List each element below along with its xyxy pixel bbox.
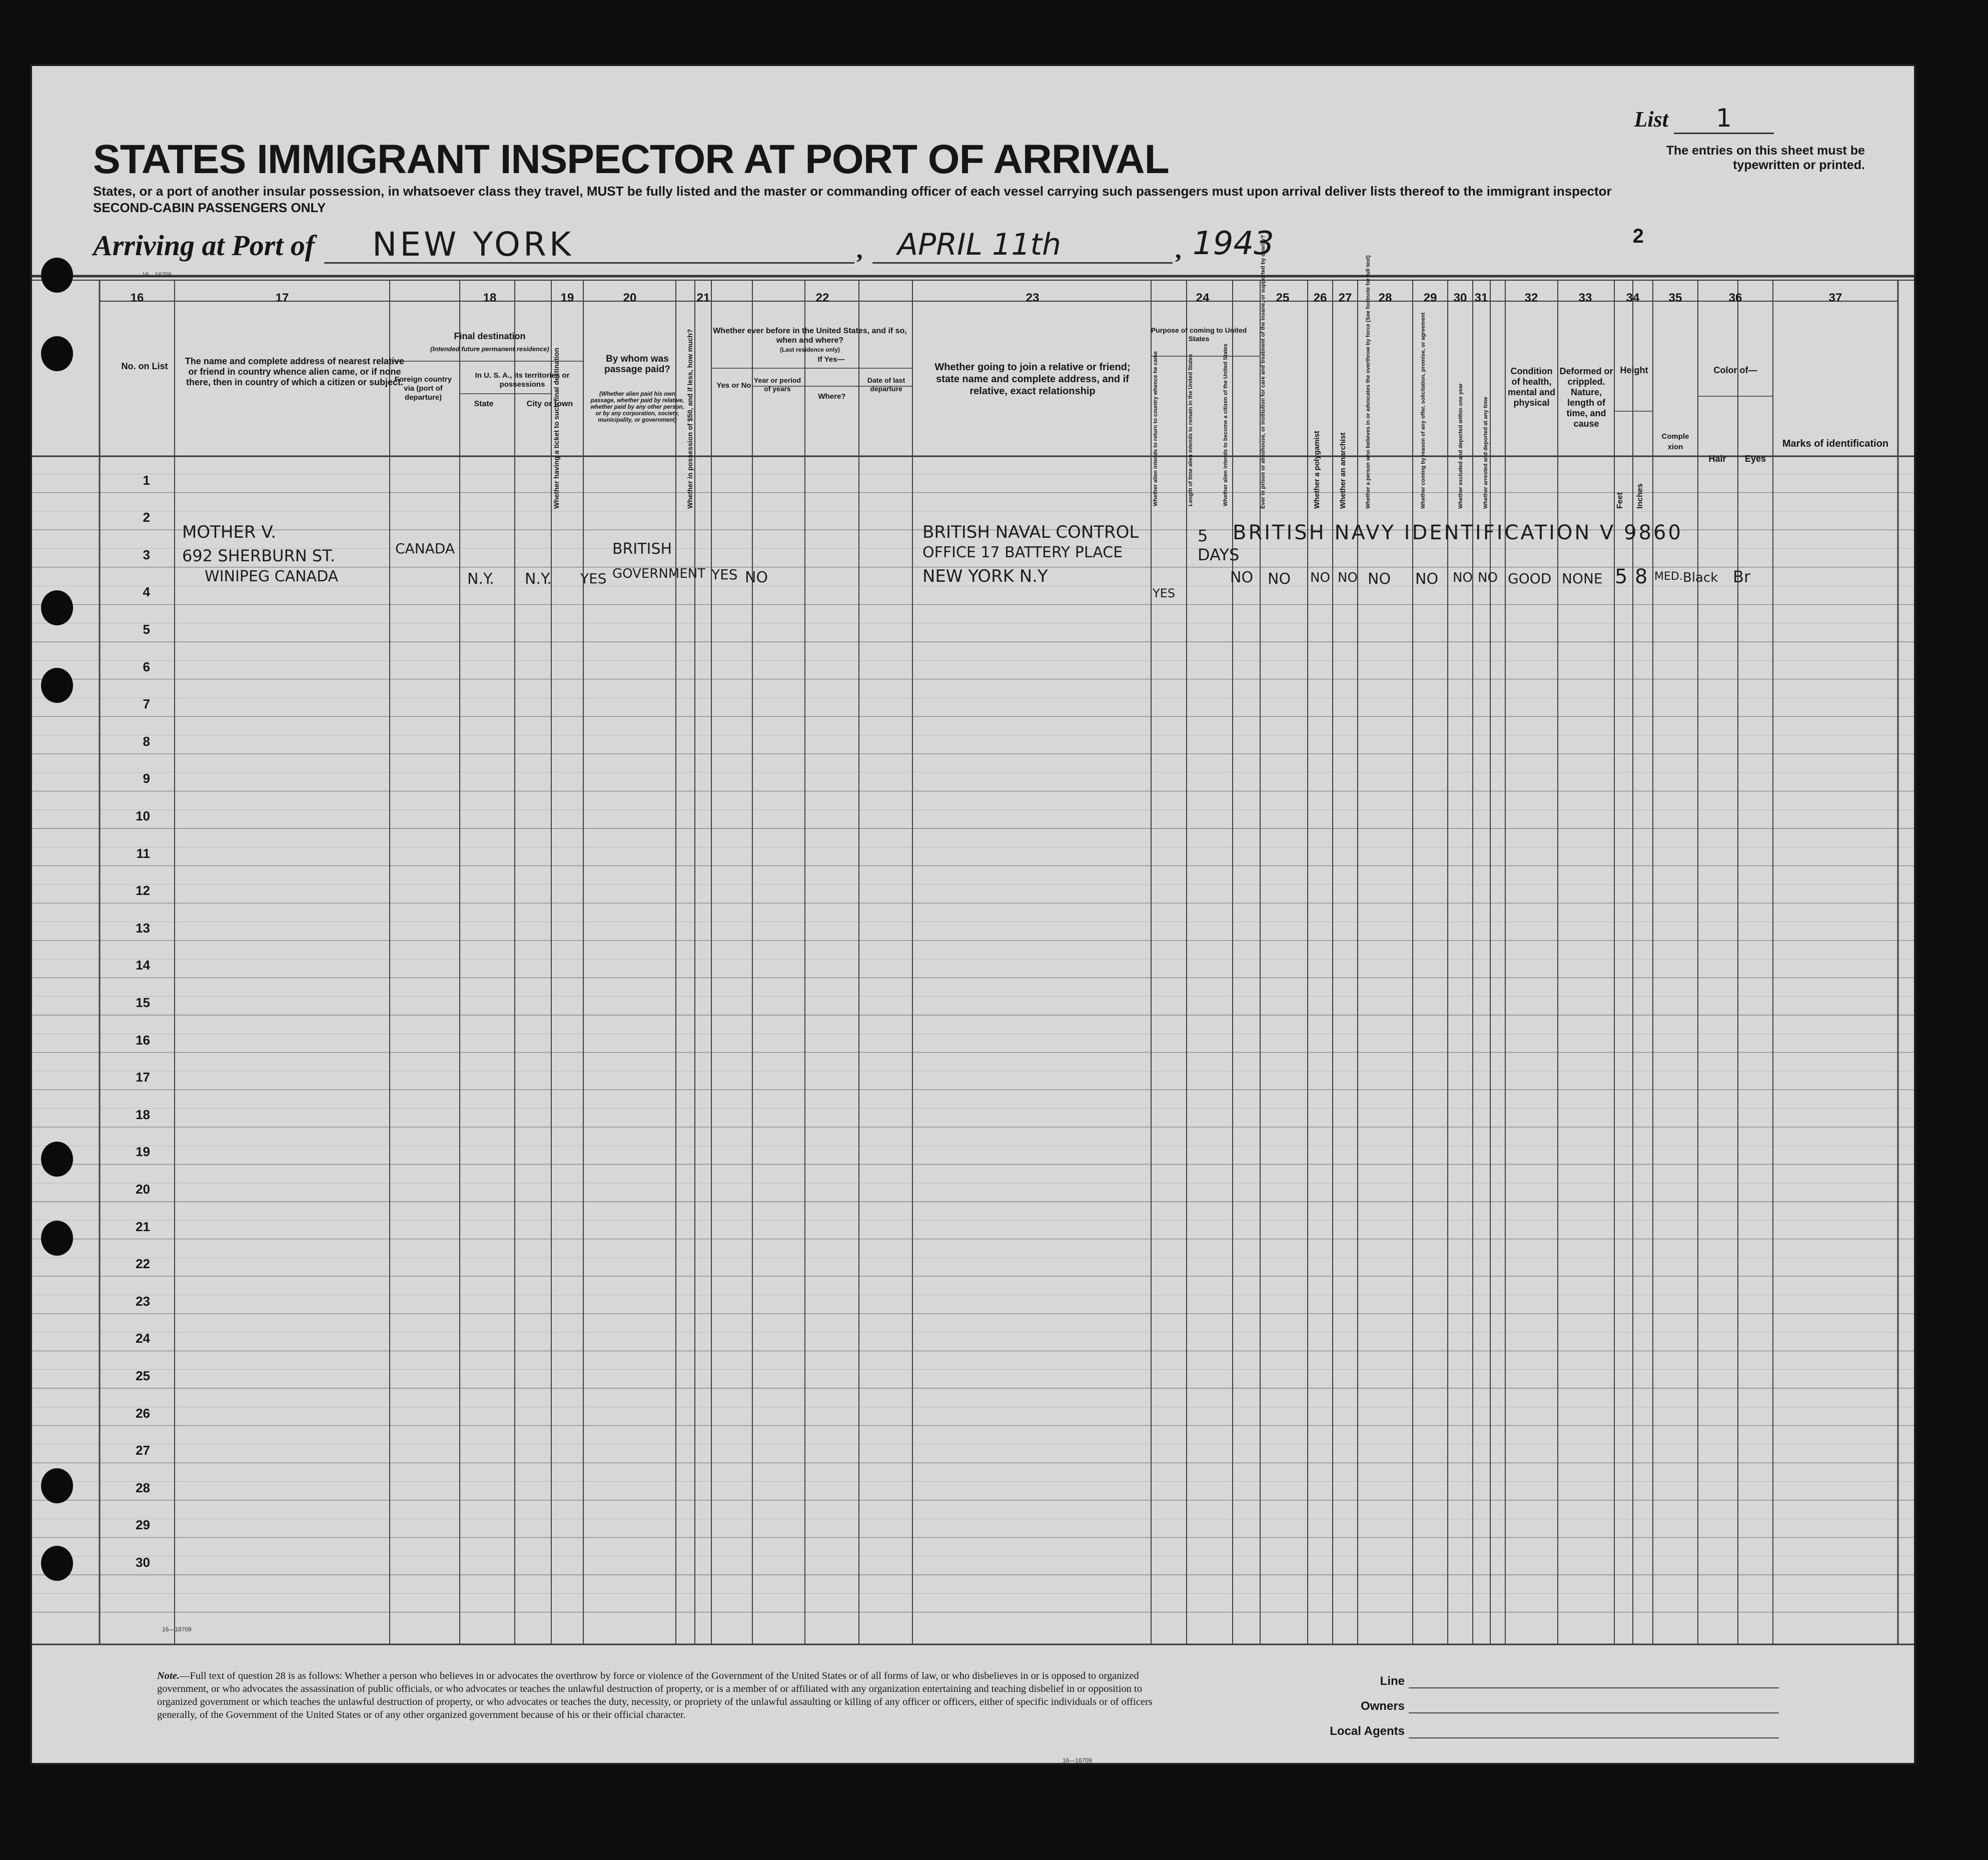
- header-deformed: Deformed or crippled. Nature, length of time, and cause: [1559, 366, 1613, 429]
- column-number: 35: [1668, 291, 1682, 305]
- row-number: 13: [136, 920, 150, 936]
- column-number: 22: [815, 291, 829, 305]
- form-code-footnote: 16—18709: [1063, 1757, 1092, 1764]
- header-last-departure: Date of last departure: [867, 376, 905, 393]
- header-final-destination: Final destination: [454, 331, 526, 341]
- row-number: 16: [136, 1032, 150, 1048]
- row-number: 20: [136, 1182, 150, 1197]
- header-citizen: Whether alien intends to become a citizen of the United States: [1223, 343, 1229, 506]
- entry-passage-line2: GOVERNMENT: [612, 566, 706, 581]
- row-number: 22: [136, 1256, 150, 1272]
- entry-health: GOOD: [1508, 570, 1552, 587]
- binder-hole: [41, 1142, 73, 1177]
- form-code-top: 16—18709: [142, 271, 172, 278]
- entry-foreign-country: CANADA: [395, 540, 455, 557]
- entry-hair: Black: [1683, 570, 1718, 585]
- entry-city: N.Y.: [525, 570, 552, 588]
- header-money: Whether in possession of $50, and if less, how much?: [686, 329, 694, 509]
- entry-anarchist: NO: [1338, 570, 1358, 585]
- header-if-yes: If Yes—: [817, 355, 845, 364]
- column-number: 31: [1474, 291, 1488, 305]
- entry-deformed: NONE: [1562, 570, 1603, 587]
- header-relative: The name and complete address of nearest relative or friend in country whence alien came, or if none there, then in country of which a citizen or subject.: [185, 356, 405, 387]
- binder-hole: [41, 590, 73, 625]
- entry-excluded: NO: [1453, 570, 1473, 585]
- entry-arrested: NO: [1478, 570, 1498, 585]
- footer-owners: [1361, 1699, 1779, 1713]
- arriving-label: Arriving at Port of: [93, 229, 315, 262]
- header-before-in-us: Whether ever before in the United States, and if so, when and where?: [713, 327, 907, 345]
- comma: ,: [856, 236, 863, 264]
- column-number: 34: [1626, 291, 1640, 305]
- row-number: 14: [136, 958, 150, 973]
- sheet-number: 2: [1632, 225, 1644, 247]
- header-height: Height: [1620, 365, 1648, 375]
- row-number: 8: [143, 733, 150, 749]
- header-marks: Marks of identification: [1782, 438, 1889, 449]
- header-excluded: Whether excluded and deported within one year: [1458, 383, 1464, 509]
- row-number: 5: [143, 622, 150, 637]
- row-number: 26: [136, 1405, 150, 1421]
- column-number: 16: [130, 291, 144, 305]
- entry-overwrite-identification: BRITISH NAVY IDENTIFICATION V 9860: [1233, 521, 1683, 544]
- footer-agents: [1330, 1724, 1779, 1738]
- row-number: 21: [136, 1219, 150, 1234]
- row-number: 12: [136, 883, 150, 898]
- row-number: 18: [136, 1107, 150, 1122]
- footnote-lead: Note.: [157, 1670, 180, 1681]
- column-number: 36: [1728, 291, 1742, 305]
- entry-money: YES: [711, 566, 738, 583]
- header-final-destination-sub: (Intended future permanent residence): [430, 345, 549, 353]
- header-complexion: Complexion: [1661, 432, 1689, 451]
- binder-hole: [41, 1468, 73, 1503]
- entry-state: N.Y.: [467, 570, 494, 588]
- column-number: 30: [1453, 291, 1467, 305]
- column-number: 18: [483, 291, 497, 305]
- binder-hole: [41, 668, 73, 703]
- list-number: 1: [1716, 104, 1732, 133]
- header-offer: Whether coming by reason of any offer, solicitation, promise, or agreement: [1420, 312, 1426, 509]
- column-number: 20: [623, 291, 637, 305]
- header-hair: Hair: [1708, 454, 1726, 464]
- header-return: Whether alien intends to return to country whence he came: [1153, 351, 1159, 506]
- entry-eyes: Br: [1733, 567, 1751, 586]
- header-anarchist: Whether an anarchist: [1339, 432, 1347, 509]
- column-number: 27: [1338, 291, 1352, 305]
- footnote-text: —Full text of question 28 is as follows: Whether a person who believes in or advocates the overthrow by force or violence of the Government of the United States or of all forms of law, or who disbelieves in or is opposed to organized government, or who advocates the assassination of public officials, or who advocates or teaches the unlawful destruction of property, or is a member of or affiliated with any organization entertaining and teaching disbelief in or opposition to organized government or which teaches the unlawful destruction of property, or who advocates or teaches the duty, necessity, or propriety of the unlawful assaulting or killing of any officer or officers, either of specific individuals or of officers generally, of the Government of the United States or of any other organized government because of his or their official character.: [157, 1670, 1153, 1720]
- row-number: 24: [136, 1331, 150, 1346]
- footer-line: [1380, 1674, 1779, 1688]
- entry-polygamist: NO: [1310, 570, 1330, 585]
- header-overthrow: Whether a person who believes in or advocates the overthrow by force (See footnote for full text): [1365, 255, 1371, 509]
- instruction-text: States, or a port of another insular possession, in whatsoever class they travel, MUST be fully listed and the master or commanding officer of each vessel carrying such passengers must upon arrival deliver lists thereof to the immigrant inspector: [93, 184, 1612, 199]
- binder-hole: [41, 258, 73, 293]
- column-number: 17: [275, 291, 289, 305]
- row-number: 4: [143, 584, 150, 600]
- year-value: 1943: [1193, 225, 1274, 262]
- header-state: State: [474, 400, 494, 408]
- header-health: Condition of health, mental and physical: [1507, 366, 1556, 408]
- binder-hole: [41, 1221, 73, 1256]
- entry-relative-line2: 692 SHERBURN ST.: [182, 546, 336, 565]
- header-before-in-us-sub: (Last residence only): [779, 346, 840, 353]
- list-label: List: [1634, 107, 1668, 132]
- header-polygamist: Whether a polygamist: [1313, 431, 1321, 509]
- entry-passage-line1: BRITISH: [612, 540, 672, 558]
- row-number: 25: [136, 1368, 150, 1383]
- manifest-sheet: [30, 64, 1916, 1765]
- column-number: 21: [696, 291, 710, 305]
- entry-ticket: YES: [580, 570, 607, 587]
- header-in-usa: In U. S. A., its territories or possessions: [475, 371, 570, 389]
- entry-offer: NO: [1415, 570, 1439, 588]
- row-number: 27: [136, 1443, 150, 1458]
- entry-join-line3: NEW YORK N.Y: [922, 566, 1048, 586]
- class-line: SECOND-CABIN PASSENGERS ONLY: [93, 200, 326, 215]
- row-number: 11: [136, 845, 150, 861]
- header-inches: Inches: [1636, 483, 1644, 509]
- header-where: Where?: [818, 392, 846, 401]
- header-join-relative: Whether going to join a relative or friend; state name and complete address, and if relative, exact relationship: [934, 362, 1131, 397]
- column-number: 32: [1524, 291, 1538, 305]
- entry-prison: NO: [1268, 570, 1291, 588]
- footer-agents-label: Local Agents: [1330, 1724, 1405, 1738]
- entry-relative-line1: MOTHER V.: [182, 522, 277, 542]
- comma-2: ,: [1175, 236, 1182, 264]
- entry-citizen: NO: [1230, 569, 1254, 586]
- row-number: 2: [143, 510, 150, 525]
- row-number: 17: [136, 1070, 150, 1085]
- binder-hole: [41, 336, 73, 371]
- row-number: 3: [143, 547, 150, 562]
- header-feet: Feet: [1616, 492, 1624, 509]
- entry-length: 5 DAYS: [1198, 526, 1240, 564]
- header-arrested: Whether arrested and deported at any time: [1483, 397, 1489, 509]
- column-number: 19: [560, 291, 574, 305]
- row-number: 19: [136, 1144, 150, 1160]
- column-number: 28: [1378, 291, 1392, 305]
- entry-complexion: MED.: [1654, 570, 1683, 583]
- row-number: 10: [136, 808, 150, 823]
- entry-return: YES: [1153, 586, 1176, 600]
- footer-line-label: Line: [1380, 1674, 1405, 1688]
- entry-inches: 8: [1635, 565, 1648, 588]
- header-foreign-country: Foreign country via (port of departure): [394, 375, 452, 402]
- entry-overthrow: NO: [1368, 570, 1391, 588]
- header-passage: By whom was passage paid?: [604, 354, 670, 375]
- header-ticket: Whether having a ticket to such final destination: [552, 347, 560, 509]
- entry-feet: 5: [1615, 565, 1628, 588]
- footer-owners-label: Owners: [1360, 1699, 1405, 1713]
- column-number: 25: [1276, 291, 1290, 305]
- column-number: 23: [1026, 291, 1040, 305]
- row-number: 23: [136, 1293, 150, 1309]
- header-passage-sub: (Whether alien paid his own passage, whether paid by relative, whether paid by any other person, or by any corporation, society, municipality, or government): [590, 391, 684, 423]
- header-eyes: Eyes: [1744, 454, 1766, 464]
- form-code-bottom: 16—18709: [162, 1626, 192, 1633]
- header-yes-no: Yes or No: [716, 381, 751, 390]
- table-grid: [32, 66, 1916, 1765]
- header-prison: Ever in prison or almshouse, or institution for care and treatment of the insane, or supported by charity?: [1260, 235, 1266, 509]
- column-number: 29: [1423, 291, 1437, 305]
- header-city: City or town: [526, 400, 573, 408]
- header-no-on-list: No. on List: [121, 361, 168, 371]
- binder-hole: [41, 1546, 73, 1581]
- entry-relative-line3: WINIPEG CANADA: [205, 568, 339, 585]
- entry-join-line2: OFFICE 17 BATTERY PLACE: [922, 544, 1123, 561]
- page-title: STATES IMMIGRANT INSPECTOR AT PORT OF ARRIVAL: [93, 137, 1169, 182]
- column-number: 24: [1196, 291, 1210, 305]
- port-value: NEW YORK: [372, 225, 574, 264]
- row-number: 28: [136, 1480, 150, 1495]
- header-purpose: Purpose of coming to United States: [1151, 326, 1247, 343]
- typewritten-note: The entries on this sheet must be typewritten or printed.: [1666, 144, 1865, 172]
- row-number: 6: [143, 659, 150, 674]
- row-number: 15: [136, 995, 150, 1010]
- column-number: 26: [1313, 291, 1327, 305]
- entry-before-in-us: NO: [745, 569, 768, 586]
- column-number: 37: [1828, 291, 1842, 305]
- column-number: 33: [1578, 291, 1592, 305]
- footnote: [157, 1669, 1158, 1721]
- header-length: Length of time alien intends to remain in the United States: [1188, 354, 1194, 506]
- row-number: 1: [143, 472, 150, 488]
- row-number: 9: [143, 771, 150, 786]
- row-number: 30: [136, 1555, 150, 1570]
- date-value: APRIL 11th: [897, 227, 1062, 262]
- entry-join-line1: BRITISH NAVAL CONTROL: [922, 522, 1139, 542]
- row-number: 29: [136, 1517, 150, 1533]
- header-color: Color of—: [1713, 365, 1757, 375]
- row-number: 7: [143, 696, 150, 712]
- header-years: Year or period of years: [753, 376, 801, 393]
